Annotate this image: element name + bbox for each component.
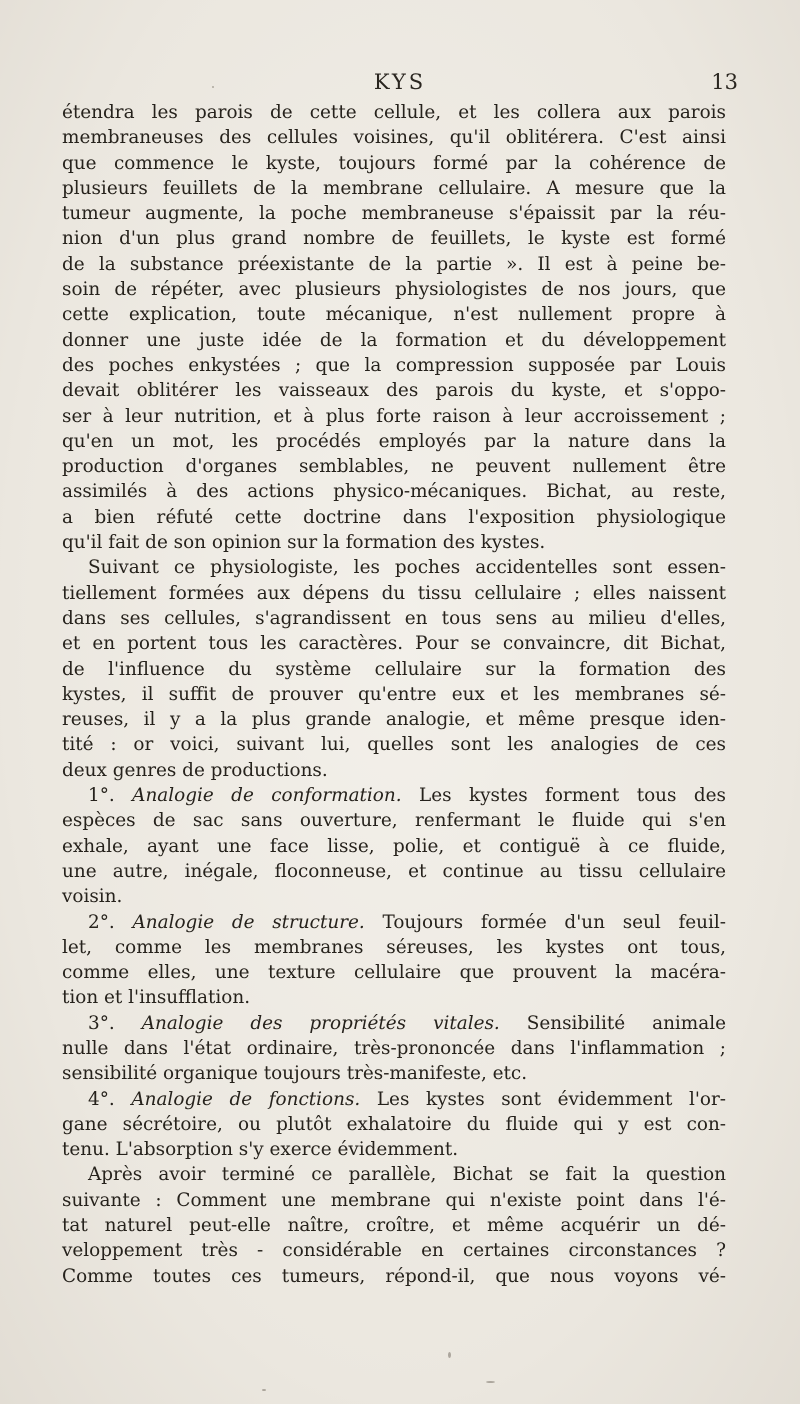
- text-line: voisin.: [62, 886, 123, 908]
- text-line: que commence le kyste, toujours formé par la cohérence de: [62, 152, 726, 174]
- paper-speck: [448, 1352, 451, 1358]
- paper-speck: [262, 1389, 266, 1391]
- text-line: suivante : Comment une membrane qui n'existe point dans l'é-: [62, 1189, 726, 1211]
- paragraph-first-line: Suivant ce physiologiste, les poches accidentelles sont essen-: [88, 557, 726, 579]
- text-line: let, comme les membranes séreuses, les kystes ont tous,: [62, 936, 726, 958]
- text-line: veloppement très - considérable en certaines circonstances ?: [62, 1240, 726, 1262]
- text-line: espèces de sac sans ouverture, renfermant le fluide qui s'en: [62, 810, 726, 832]
- running-title: KYS: [373, 70, 427, 94]
- text-line: comme elles, une texture cellulaire que prouvent la macéra-: [62, 962, 726, 984]
- analogy-3-heading: Analogie des propriétés vitales.: [141, 1012, 500, 1034]
- text-line: a bien réfuté cette doctrine dans l'exposition physiologique: [62, 506, 726, 528]
- analogy-2-text: Toujours formée d'un seul feuil-: [382, 911, 726, 933]
- text-line: assimilés à des actions physico-mécaniques. Bichat, au reste,: [62, 481, 726, 503]
- text-line: membraneuses des cellules voisines, qu'il oblitérera. C'est ainsi: [62, 127, 726, 149]
- analogy-1-line: [62, 783, 726, 808]
- text-line: une autre, inégale, floconneuse, et continue au tissu cellulaire: [62, 860, 726, 882]
- paper-speck: [212, 86, 214, 88]
- text-line: exhale, ayant une face lisse, polie, et contiguë à ce fluide,: [62, 835, 726, 857]
- text-line: sensibilité organique toujours très-manifeste, etc.: [62, 1063, 528, 1085]
- page-number: 13: [711, 70, 738, 94]
- analogy-3-text: Sensibilité animale: [526, 1012, 726, 1034]
- text-line: qu'en un mot, les procédés employés par la nature dans la: [62, 430, 726, 452]
- analogy-3-line: [62, 1011, 726, 1036]
- text-line: de la substance préexistante de la partie ». Il est à peine be-: [62, 253, 726, 275]
- analogy-4-number: 4°.: [88, 1088, 115, 1110]
- analogy-1-number: 1°.: [88, 785, 115, 807]
- text-line: devait oblitérer les vaisseaux des parois du kyste, et s'oppo-: [62, 380, 726, 402]
- body-text: [62, 100, 726, 1289]
- text-line: dans ses cellules, s'agrandissent en tous sens au milieu d'elles,: [62, 607, 726, 629]
- text-line: et en portent tous les caractères. Pour se convaincre, dit Bichat,: [62, 633, 726, 655]
- text-line: tité : or voici, suivant lui, quelles sont les analogies de ces: [62, 734, 726, 756]
- text-line: Comme toutes ces tumeurs, répond-il, que nous voyons vé-: [62, 1265, 726, 1287]
- paper-speck: [486, 1381, 495, 1383]
- text-line: production d'organes semblables, ne peuvent nullement être: [62, 456, 726, 478]
- analogy-4-line: [62, 1087, 726, 1112]
- text-line: ser à leur nutrition, et à plus forte raison à leur accroissement ;: [62, 405, 726, 427]
- text-line: soin de répéter, avec plusieurs physiologistes de nos jours, que: [62, 279, 726, 301]
- text-line: deux genres de productions.: [62, 759, 328, 781]
- text-line: tenu. L'absorption s'y exerce évidemment.: [62, 1139, 459, 1161]
- analogy-1-text: Les kystes forment tous des: [419, 785, 726, 807]
- text-line: donner une juste idée de la formation et du développement: [62, 329, 726, 351]
- text-line: des poches enkystées ; que la compression supposée par Louis: [62, 354, 726, 376]
- text-line: nion d'un plus grand nombre de feuillets, le kyste est formé: [62, 228, 726, 250]
- analogy-3-number: 3°.: [88, 1012, 115, 1034]
- text-line: tion et l'insufflation.: [62, 987, 251, 1009]
- paragraph-first-line: Après avoir terminé ce parallèle, Bichat se fait la question: [88, 1164, 726, 1186]
- analogy-2-heading: Analogie de structure.: [132, 911, 365, 933]
- text-line: reuses, il y a la plus grande analogie, et même presque iden-: [62, 709, 726, 731]
- analogy-4-heading: Analogie de fonctions.: [131, 1088, 361, 1110]
- text-line: étendra les parois de cette cellule, et les collera aux parois: [62, 102, 726, 123]
- page-header: [62, 64, 738, 100]
- analogy-1-heading: Analogie de conformation.: [132, 785, 402, 807]
- text-line: gane sécrétoire, ou plutôt exhalatoire du fluide qui y est con-: [62, 1113, 726, 1135]
- text-line: tat naturel peut-elle naître, croître, et même acquérir un dé-: [62, 1215, 726, 1237]
- text-line: plusieurs feuillets de la membrane cellulaire. A mesure que la: [62, 177, 726, 199]
- text-line: tumeur augmente, la poche membraneuse s'épaissit par la réu-: [62, 203, 726, 225]
- text-line: de l'influence du système cellulaire sur la formation des: [62, 658, 726, 680]
- analogy-2-line: [62, 910, 726, 935]
- analogy-2-number: 2°.: [88, 911, 115, 933]
- text-line: cette explication, toute mécanique, n'est nullement propre à: [62, 304, 726, 326]
- text-line: qu'il fait de son opinion sur la formation des kystes.: [62, 532, 546, 554]
- text-line: nulle dans l'état ordinaire, très-prononcée dans l'inflammation ;: [62, 1037, 726, 1059]
- text-line: kystes, il suffit de prouver qu'entre eux et les membranes sé-: [62, 683, 726, 705]
- analogy-4-text: Les kystes sont évidemment l'or-: [376, 1088, 726, 1110]
- text-line: tiellement formées aux dépens du tissu cellulaire ; elles naissent: [62, 582, 726, 604]
